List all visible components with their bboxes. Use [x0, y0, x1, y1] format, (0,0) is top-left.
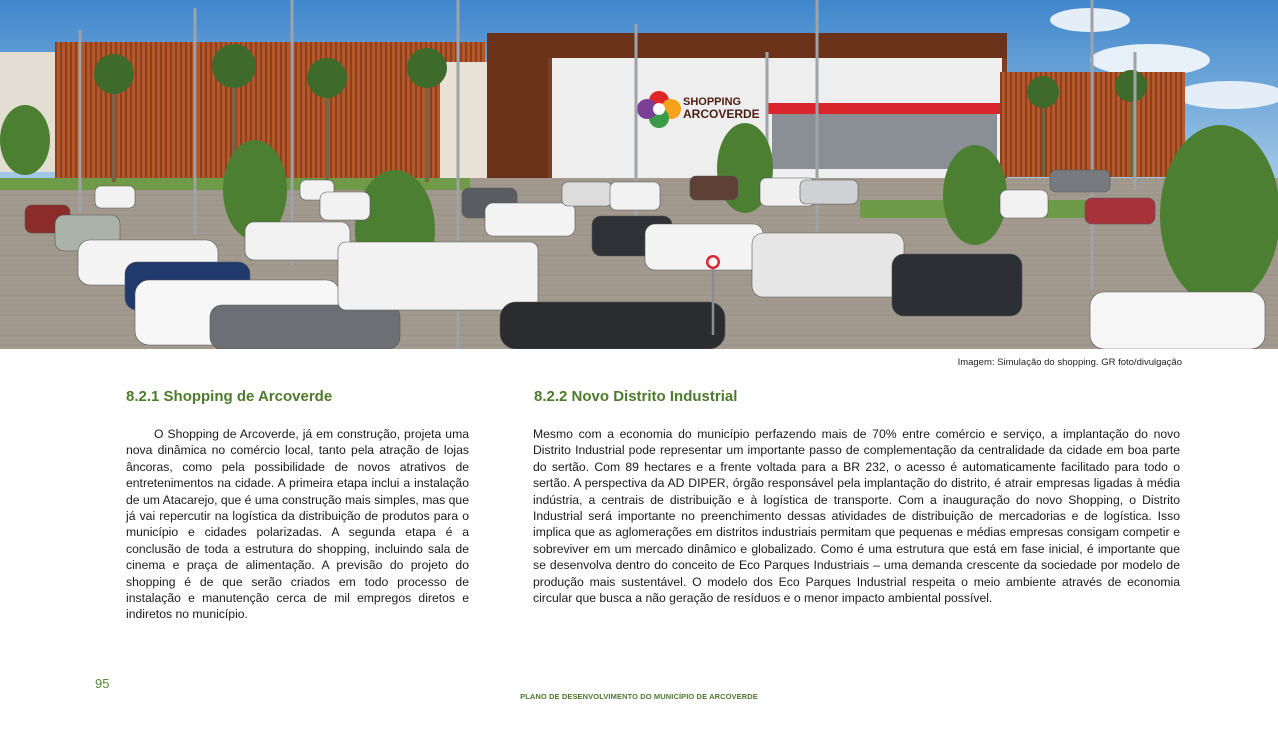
page-number: 95: [95, 676, 110, 691]
section-heading-shopping: 8.2.1 Shopping de Arcoverde: [126, 388, 333, 405]
section-body-shopping: O Shopping de Arcoverde, já em construção, projeta uma nova dinâmica no comércio local, tanto pela atração de lojas âncoras, como pela possibilidade de novos atrativos de entretenimentos na cidade. A primeira etapa inclui a instalação de um Atacarejo, que é uma construção mais simples, mas que já vai repercutir na logística da distribuição de produtos para o município e cidades polarizadas. A segunda etapa é a conclusão de toda a estrutura do shopping, incluindo sala de cinema e praça de alimentação. A previsão do projeto do shopping é de que serão criados em todo processo de instalação e manutenção cerca de mil empregos diretos e indiretos no município.: [126, 427, 469, 622]
section-body-distrito: Mesmo com a economia do município perfazendo mais de 70% entre comércio e serviço, a implantação do novo Distrito Industrial pode representar um importante passo de complementação da centralidade da cidade em boa parte do sertão. Com 89 hectares e a frente voltada para a BR 232, o acesso é automaticamente facilitado para todo o sertão. A perspectiva da AD DIPER, órgão responsável pela implantação do distrito, é atrair empresas ligadas à média indústria, a centrais de distribuição e à logística de transporte. Com a inauguração do novo Shopping, o Distrito Industrial será importante no preenchimento dessas atividades de distribuição de mercadorias e de logística. Isso implica que as aglomerações em distritos industriais permitam que pequenas e médias empresas consigam competir e sobreviver em um mercado dinâmico e globalizado. Como é uma estrutura que está em fase inicial, é importante que se desenvolva dentro do conceito de Eco Parques Industriais – uma demanda crescente da sociedade por modelo de produção mais sustentável. O modelo dos Eco Parques Industrial respeita o meio ambiente através de economia circular que busca a não geração de resíduos e o menor impacto ambiental possível.: [533, 427, 1180, 606]
page-footer: PLANO DE DESENVOLVIMENTO DO MUNICÍPIO DE ARCOVERDE: [520, 692, 758, 701]
section-heading-distrito: 8.2.2 Novo Distrito Industrial: [534, 388, 738, 405]
sign-line2: ARCOVERDE: [683, 107, 760, 121]
shopping-rendering-image: [0, 0, 1278, 349]
sign-line1: SHOPPING: [683, 96, 742, 108]
image-caption: Imagem: Simulação do shopping. GR foto/divulgação: [957, 357, 1182, 368]
